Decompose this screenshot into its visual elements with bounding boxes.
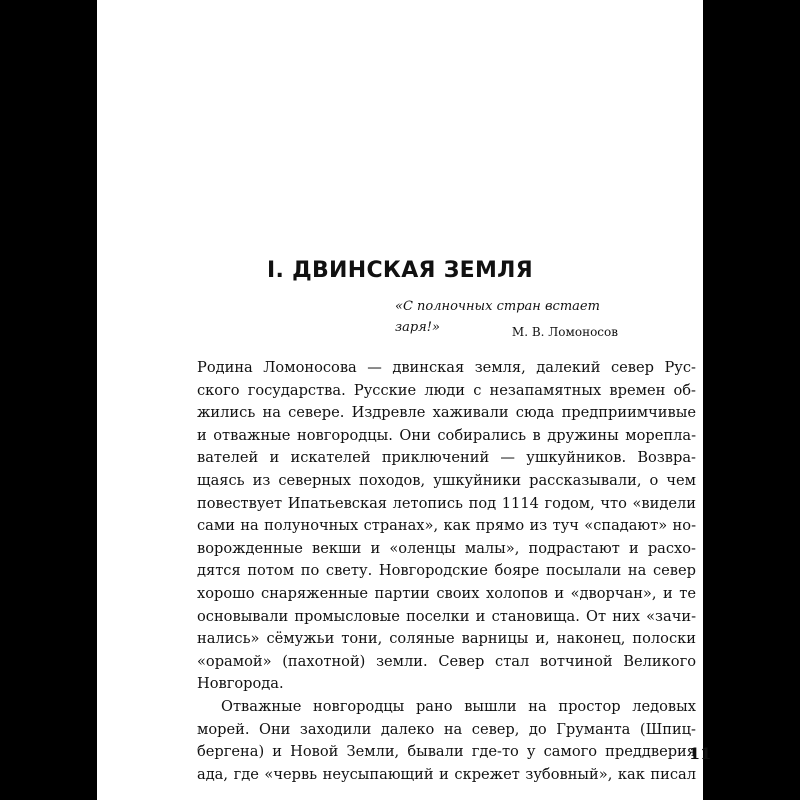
text-line: основывали промысловые поселки и становища. От них «зачи-: [197, 607, 696, 625]
text-line: хорошо снаряженные партии своих холопов и «дворчан», и те: [197, 584, 696, 602]
text-line: бергена) и Новой Земли, бывали где-то у самого преддверия: [197, 743, 696, 761]
left-black-border: [0, 0, 97, 800]
body-text: [197, 357, 696, 786]
epigraph-author: М. В. Ломоносов: [511, 325, 618, 339]
text-line: Родина Ломоносова — двинская земля, далекий север Рус-: [197, 359, 696, 376]
page-number: 11: [689, 744, 712, 763]
text-line: ада, где «червь неусыпающий и скрежет зубовный», как писал: [197, 765, 696, 783]
text-line: вателей и искателей приключений — ушкуйников. Возвра-: [197, 449, 696, 467]
epigraph-line: заря!»: [395, 320, 440, 335]
text-line: «орамой» (пахотной) земли. Север стал вотчиной Великого: [197, 652, 696, 670]
text-line: дятся потом по свету. Новгородские бояре посылали на север: [197, 562, 696, 580]
text-line: Новгорода.: [197, 675, 284, 693]
text-line: жились на севере. Издревле хаживали сюда предприимчивые: [197, 404, 696, 422]
text-line: ского государства. Русские люди с незапамятных времен об-: [197, 381, 696, 399]
text-line: ворожденные векши и «оленцы малы», подрастают и расхо-: [197, 539, 696, 557]
book-page: [97, 0, 712, 800]
text-line: Отважные новгородцы рано вышли на простор ледовых: [221, 697, 696, 715]
text-line: морей. Они заходили далеко на север, до Груманта (Шпиц-: [197, 720, 696, 738]
text-line: нались» сёмужьи тони, соляные варницы и, наконец, полоски: [197, 630, 696, 648]
right-black-border: [703, 0, 800, 800]
epigraph-line: «С полночных стран встает: [395, 299, 600, 314]
chapter-heading: I. ДВИНСКАЯ ЗЕМЛЯ: [266, 258, 533, 283]
text-line: щаясь из северных походов, ушкуйники рассказывали, о чем: [197, 471, 696, 489]
text-line: сами на полуночных странах», как прямо из туч «спадают» но-: [197, 517, 696, 535]
text-line: повествует Ипатьевская летопись под 1114 годом, что «видели: [197, 494, 696, 512]
text-line: и отважные новгородцы. Они собирались в дружины морепла-: [197, 426, 696, 444]
